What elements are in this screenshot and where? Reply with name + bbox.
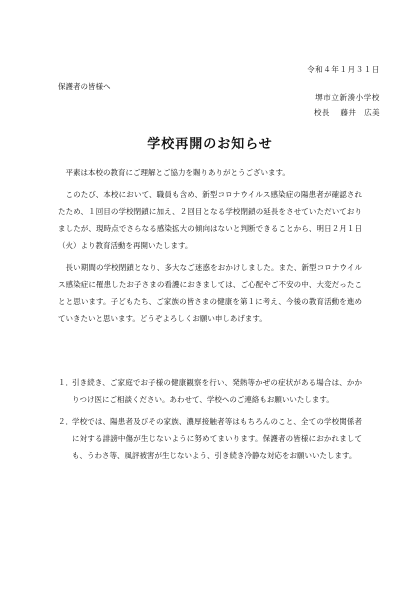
paragraph: 長い期間の学校閉鎖となり、多大なご迷惑をおかけしました。また、新型コロナウイルス感染症に罹患したお子さまの看護におきましては、ご心配やご不安の中、大変だったことと思います。子どもたち、ご家族の皆さまの健康を第１に考え、今後の教育活動を進めていきたいと思います。どうぞよろしくお願い申しあげます。 [58,263,362,323]
recipient-line: 保護者の皆様へ [58,82,111,91]
note-text: 学校では、陽患者及びその家族、濃厚接触者等はもちろんのこと、全ての学校関係者に対する誹謗中傷が生じないように努めてまいります。保護者の皆様におかれましても、うわさ等、風評被害が生じないよう、引き続き冷静な対応をお願いいたします。 [72,417,362,460]
note-text: 引き続き、ご家庭でお子様の健康観察を行い、発熱等かぜの症状がある場合は、かかりつけ医にご相談ください。あわせて、学校へのご連絡もお願いいたします。 [72,378,362,404]
paragraph: このたび、本校において、職員も含め、新型コロナウイルス感染症の陽患者が確認されたため、１回目の学校閉鎖に加え、２回目となる学校閉鎖の延長をさせていただいておりましたが、現時点でさらなる感染拡大の傾向はないと判断できることから、明日２月１日（火）より教育活動を再開いたします。 [58,190,362,250]
document-title: 学校再開のお知らせ [147,137,273,152]
letter-date: 令和４年１月３１日 [307,65,380,74]
note-item [58,374,362,408]
principal-line [314,107,380,118]
paragraph: 平素は本校の教育にご理解とご協力を賜りありがとうございます。 [65,168,290,177]
principal-title: 校長 [314,108,330,117]
school-name: 堺市立新湊小学校 [315,93,380,102]
note-item [58,413,362,464]
letter-body [58,164,362,332]
principal-name: 藤井 広美 [340,108,380,117]
note-number: ２． [58,417,73,426]
note-number: １． [58,378,73,387]
notes-list [58,374,362,469]
